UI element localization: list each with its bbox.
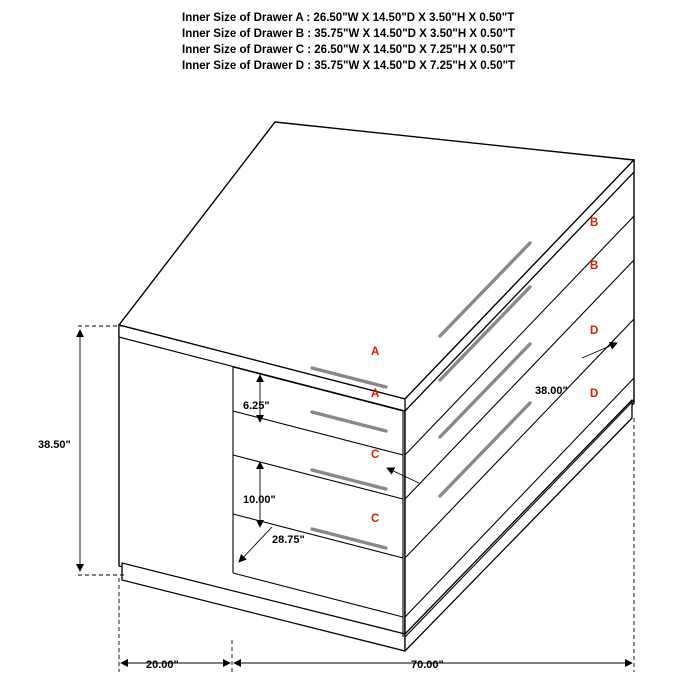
drawer-label-b2: B [590,260,599,272]
dim-label-38-00: 38.00" [535,385,568,397]
dim-label-20-00: 20.00" [146,659,179,671]
spec-line-d: Inner Size of Drawer D : 35.75"W X 14.50"D X 7.25"H X 0.50"T [182,60,516,72]
dim-label-total-height: 38.50" [38,439,71,451]
dim-label-10-00: 10.00" [243,494,276,506]
drawer-label-a1: A [371,346,380,358]
spec-line-a: Inner Size of Drawer A : 26.50"W X 14.50"D X 3.50"H X 0.50"T [182,12,515,24]
dim-label-70-00: 70.00" [411,659,444,671]
drawer-label-c1: C [371,449,380,461]
drawer-label-d1: D [590,325,599,337]
spec-line-c: Inner Size of Drawer C : 26.50"W X 14.50"D X 7.25"H X 0.50"T [182,44,516,56]
dim-label-28-75: 28.75" [272,534,305,546]
drawer-label-c2: C [371,513,380,525]
drawer-label-d2: D [590,388,599,400]
drawer-label-b1: B [590,217,599,229]
dim-label-6-25: 6.25" [243,400,270,412]
spec-line-b: Inner Size of Drawer B : 35.75"W X 14.50"D X 3.50"H X 0.50"T [182,28,516,40]
drawer-label-a2: A [371,388,380,400]
cabinet-body [119,122,634,638]
